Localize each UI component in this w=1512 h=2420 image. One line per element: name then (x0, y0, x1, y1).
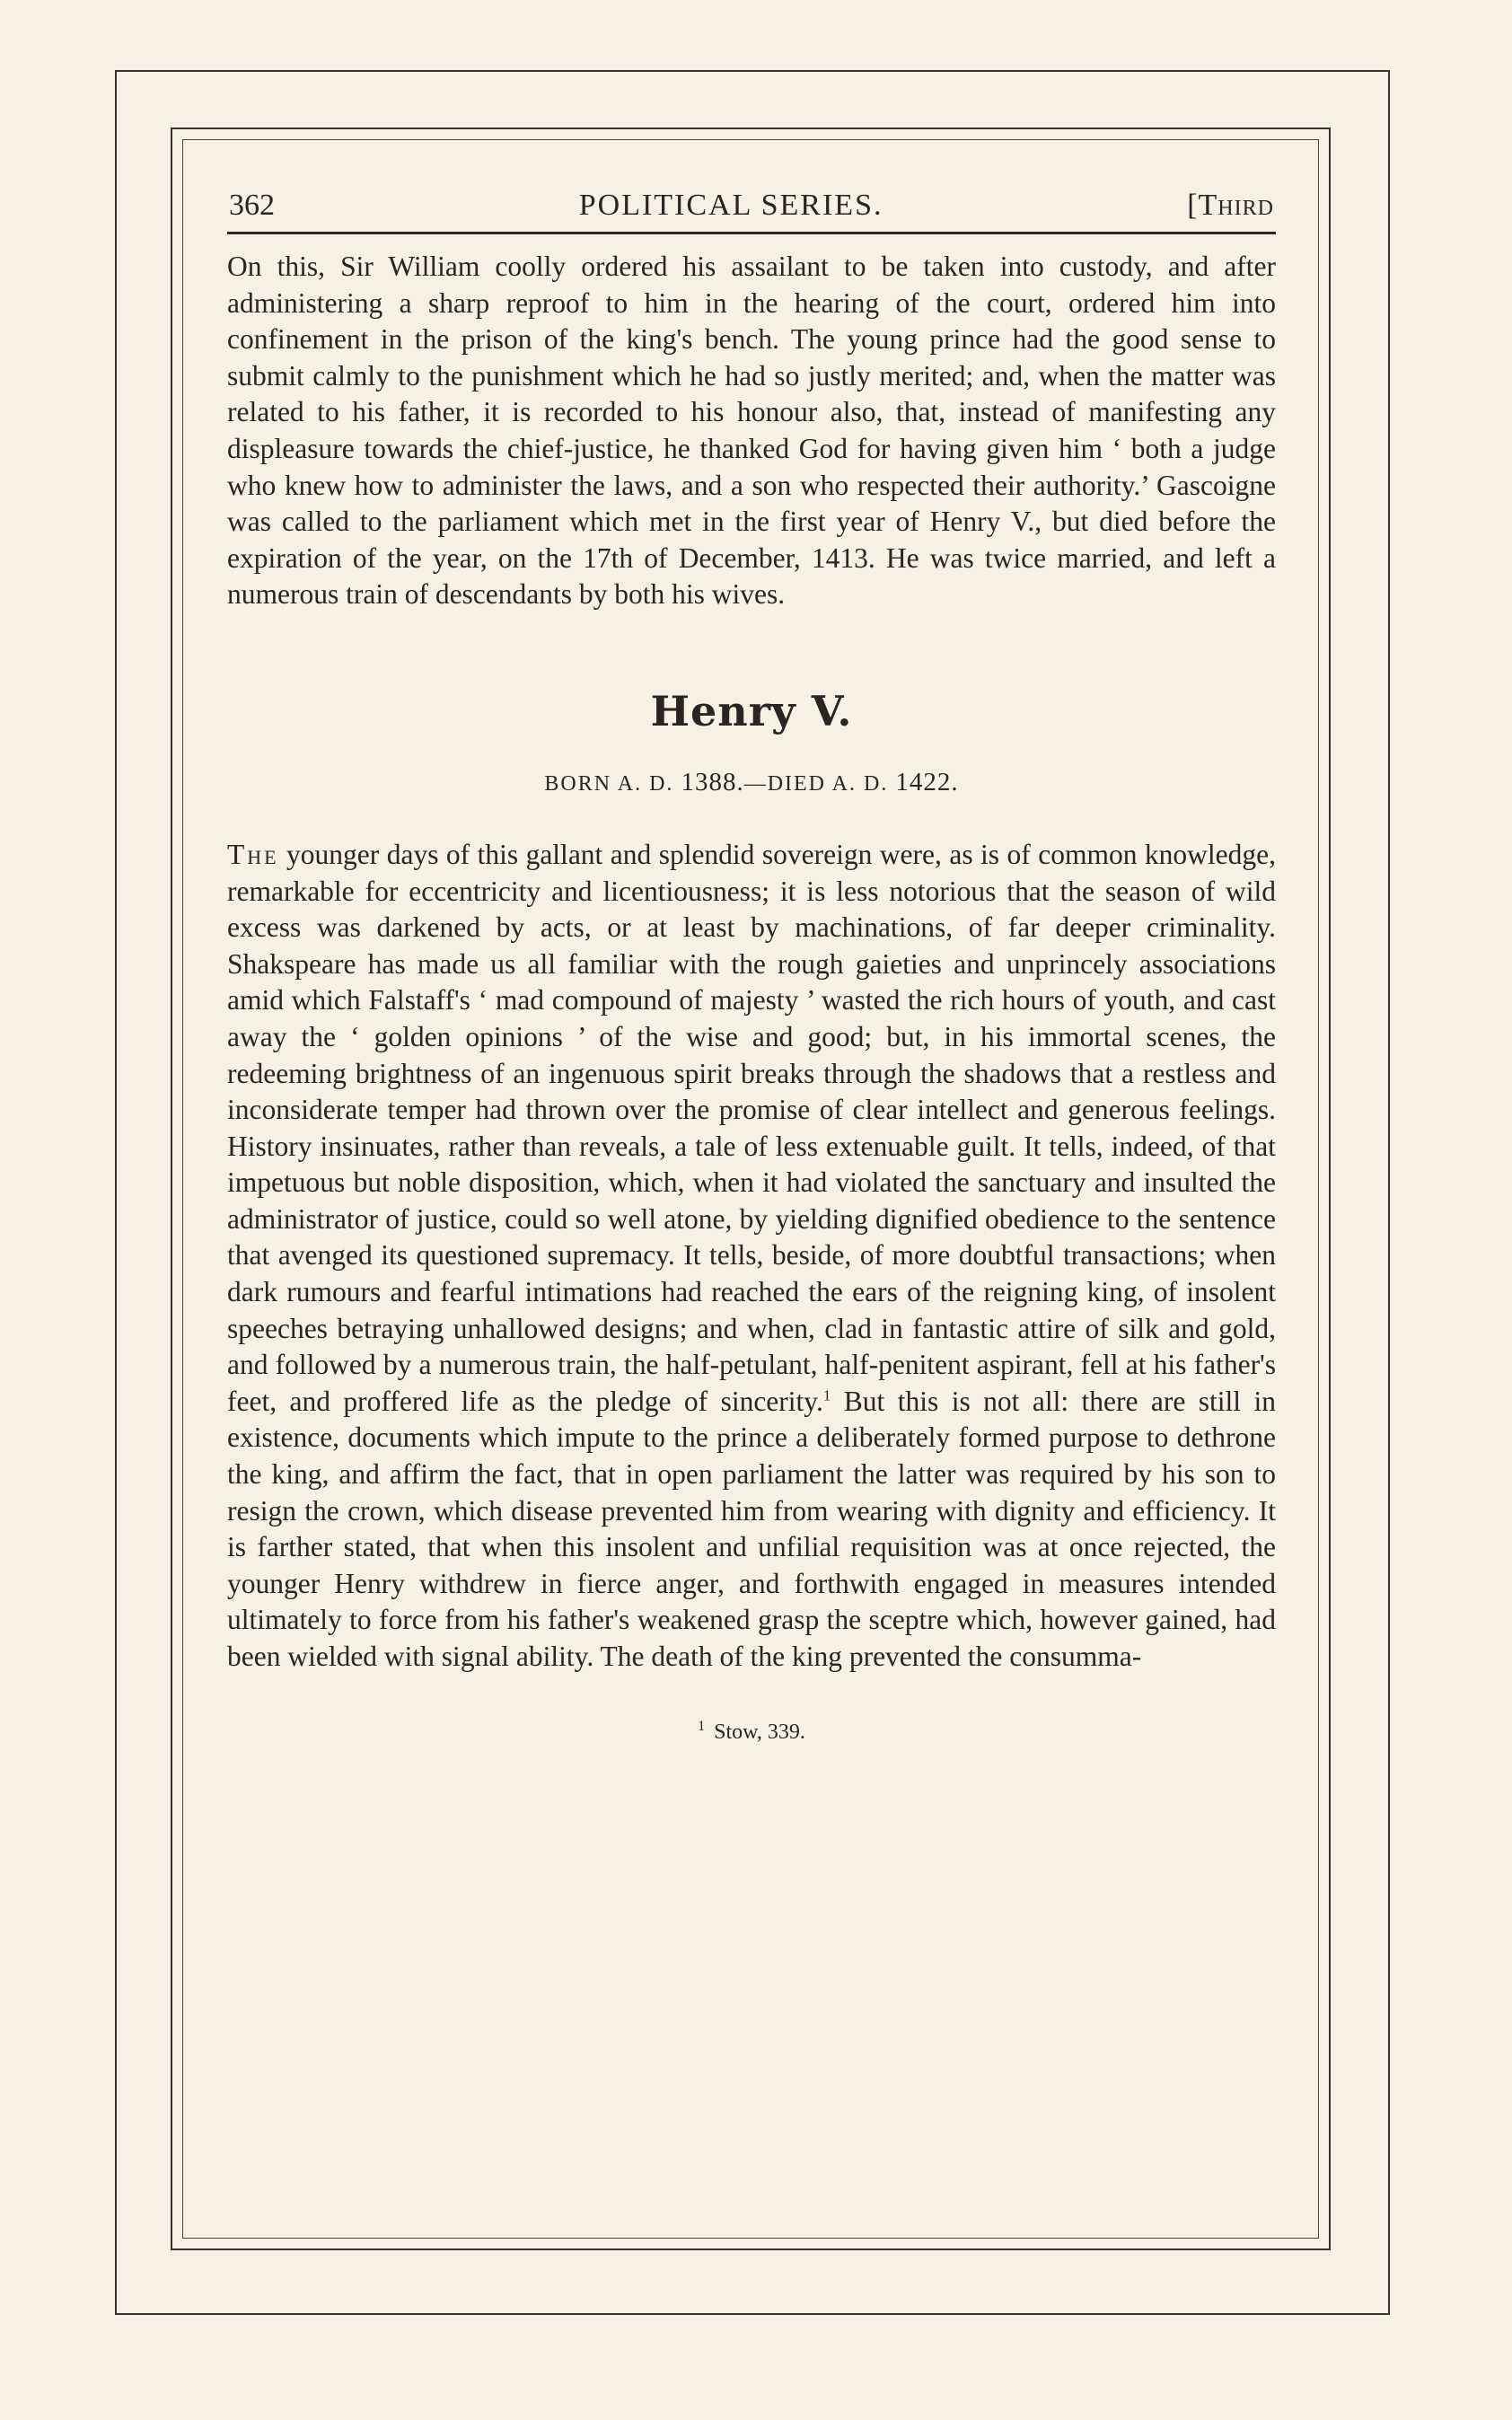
died-year: 1422. (895, 767, 959, 796)
page-header (227, 189, 1276, 234)
section-title: Henry V. (650, 686, 853, 735)
paragraph-gascoigne: On this, Sir William coolly ordered his assailant to be taken into custody, and after administering a sharp reproof to him in the hearing of the court, ordered him into confinement in the prison of the king's bench. The young prince had the good sense to submit calmly to the punishment which he had so justly merited; and, when the matter was related to his father, it is recorded to his honour also, that, instead of manifesting any displeasure towards the chief-justice, he thanked God for having given him ‘ both a judge who knew how to administer the laws, and a son who respected their authority.’ Gascoigne was called to the parliament which met in the first year of Henry V., but died before the expiration of the year, on the 17th of December, 1413. He was twice married, and left a numerous train of descendants by both his wives. (227, 251, 1276, 611)
paragraph-text-part-2: But this is not all: there are still in existence, documents which impute to the prince a deliberately formed purpose to dethrone the king, and affirm the fact, that in open parliament the latter was required by his son to resign the crown, which disease prevented him from wearing with dignity and efficiency. It is farther stated, that when this insolent and unfilial requisition was at once rejected, the younger Henry withdrew in fierce anger, and forthwith engaged in measures intended ultimately to force from his father's weakened grasp the sceptre which, however gained, had been wielded with signal ability. The death of the king prevented the consumma- (227, 1385, 1276, 1672)
died-label: —DIED A. D. (743, 771, 889, 796)
running-title: POLITICAL SERIES. (578, 189, 883, 222)
section-mark: [Third (1187, 189, 1274, 222)
footnote-text: Stow, 339. (714, 1720, 805, 1744)
paragraph-text-part-1: younger days of this gallant and splendid sovereign were, as is of common knowledge, remarkable for eccentricity and licentiousness; it is less notorious that the season of wild excess was darkened by acts, or at least by machinations, of far deeper criminality. Shakspeare has made us all familiar with the rough gaieties and unprincely associations amid which Falstaff's ‘ mad compound of majesty ’ wasted the rich hours of youth, and cast away the ‘ golden opinions ’ of the wise and good; but, in his immortal scenes, the redeeming brightness of an ingenuous spirit breaks through the shadows that a restless and inconsiderate temper had thrown over the promise of clear intellect and generous feelings. History insinuates, rather than reveals, a tale of less extenuable guilt. It tells, indeed, of that impetuous but noble disposition, which, when it had violated the sanctuary and insulted the administrator of justice, could so well atone, by yielding dignified obedience to the sentence that avenged its questioned supremacy. It tells, beside, of more doubtful transactions; when dark rumours and fearful intimations had reached the ears of the reigning king, of insolent speeches betraying unhallowed designs; and when, clad in fantastic attire of silk and gold, and followed by a numerous train, the half-petulant, half-penitent aspirant, fell at his father's feet, and proffered life as the pledge of sincerity. (227, 838, 1276, 1417)
footnote-reference[interactable]: 1 (822, 1386, 831, 1404)
life-dates (227, 768, 1276, 797)
page-content (227, 189, 1276, 1745)
paragraph-lead-in: The (227, 838, 279, 870)
born-year: 1388. (681, 767, 744, 796)
paragraph-henry-v (227, 837, 1276, 1676)
born-label: BORN A. D. (544, 771, 674, 796)
footnote (227, 1719, 1276, 1745)
footnote-mark: 1 (698, 1718, 706, 1734)
page-number: 362 (229, 189, 275, 222)
